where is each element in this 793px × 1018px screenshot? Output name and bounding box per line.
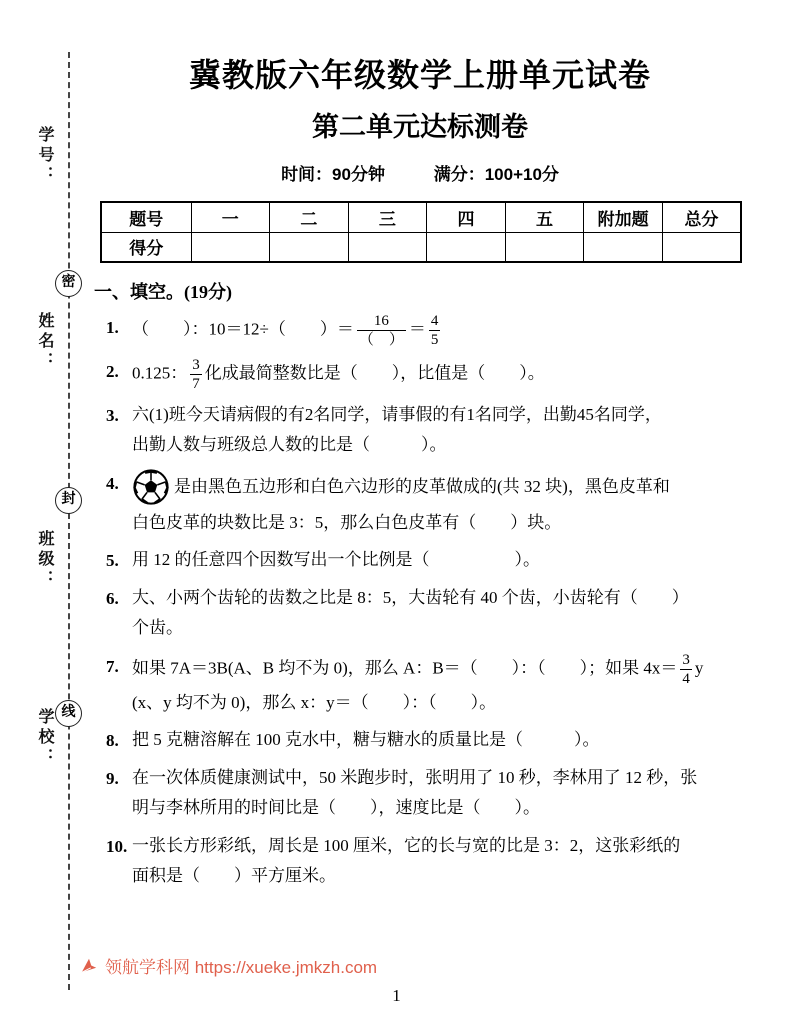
exam-meta — [88, 160, 752, 185]
page-number: 1 — [392, 986, 401, 1005]
student-name-label: 姓名： — [36, 312, 53, 372]
binding-dashed-line — [68, 52, 70, 990]
score-cell-blank — [191, 232, 270, 262]
score-table-header-cell: 二 — [270, 202, 349, 232]
score-row-label: 得分 — [101, 232, 191, 262]
score-table-header-cell: 题号 — [101, 202, 191, 232]
score-table-header-cell: 一 — [191, 202, 270, 232]
score-table-header-cell: 总分 — [662, 202, 741, 232]
question-text: 在一次体质健康测试中，50 米跑步时，张明用了 10 秒，李林用了 12 秒，张 明与李林所用的时间比是（ ），速度比是（ ）。 — [132, 768, 698, 818]
question-item — [106, 468, 740, 538]
score-cell-blank — [505, 232, 584, 262]
question-item — [106, 831, 740, 892]
score-cell-blank — [348, 232, 427, 262]
question-number: 5. — [106, 550, 119, 570]
question-item — [106, 400, 740, 461]
score-cell-blank — [270, 232, 349, 262]
fraction: $\frac{16}{( )}$ — [358, 313, 404, 348]
question-item — [106, 583, 740, 644]
score-cell-blank — [584, 232, 663, 262]
question-text: 如果 7A＝3B(A、B 均不为 0)，那么 A：B＝（ ）：（ ）；如果 4x＝ $\frac{3}{4}$ y (x、y 均不为 0)，那么 x：y＝（ ）：（ ）。 — [132, 651, 704, 712]
question-item — [106, 763, 740, 824]
score-table-header-cell: 附加题 — [584, 202, 663, 232]
section-heading: 一、填空。(19分) — [94, 282, 232, 302]
question-number: 1. — [106, 318, 119, 337]
question-text: 大、小两个齿轮的齿数之比是 8：5，大齿轮有 40 个齿，小齿轮有（ ） 个齿。 — [132, 588, 689, 638]
score-table-header-row — [101, 202, 741, 232]
question-item — [106, 356, 740, 393]
question-item — [106, 545, 740, 576]
page-title: 冀教版六年级数学上册单元试卷 — [188, 57, 651, 93]
question-item — [106, 651, 740, 718]
question-number: 9. — [106, 769, 119, 788]
question-text: 0.125： $\frac{3}{7}$ 化成最简整数比是（ ），比值是（ ）。 — [132, 357, 545, 392]
score-cell-blank — [662, 232, 741, 262]
score-cell-blank — [427, 232, 506, 262]
seal-char-mi: 密 — [55, 270, 82, 297]
paper-content — [88, 36, 752, 898]
student-number-label: 学号： — [36, 126, 53, 186]
question-number: 10. — [106, 836, 128, 856]
school-label: 学校： — [36, 708, 53, 768]
question-item — [106, 725, 740, 756]
question-number: 3. — [106, 406, 119, 425]
watermark-text: 领航学科网 https://xueke.jmkzh.com — [105, 958, 378, 977]
soccer-ball-icon — [132, 468, 170, 506]
question-item — [106, 312, 740, 349]
question-number: 8. — [106, 730, 119, 750]
full-score: 满分：100+10分 — [433, 165, 559, 184]
question-number: 7. — [106, 656, 119, 676]
time-limit: 时间：90分钟 — [281, 165, 385, 184]
seal-char-feng: 封 — [55, 487, 82, 514]
score-table-header-cell: 四 — [427, 202, 506, 232]
fraction: $\frac{4}{5}$ — [430, 313, 439, 348]
fraction: $\frac{3}{4}$ — [682, 651, 690, 687]
question-text: 六(1)班今天请病假的有2名同学，请事假的有1名同学，出勤45名同学， 出勤人数与班级总人数的比是（ ）。 — [132, 405, 662, 455]
question-text: （ ）：10＝12÷（ ）＝ $\frac{16}{( )}$ ＝ $\frac{4}{5}$ — [132, 313, 439, 348]
fraction: $\frac{3}{7}$ — [192, 357, 200, 392]
question-text: 用 12 的任意四个因数写出一个比例是（ ）。 — [132, 549, 540, 569]
score-table — [100, 201, 742, 263]
score-table-value-row — [101, 232, 741, 262]
score-table-header-cell: 五 — [505, 202, 584, 232]
watermark-logo-icon — [80, 957, 98, 975]
seal-char-xian: 线 — [55, 700, 82, 727]
question-list — [106, 312, 740, 891]
score-table-header-cell: 三 — [348, 202, 427, 232]
question-text: 是由黑色五边形和白色六边形的皮革做成的(共 32 块)，黑色皮革和 白色皮革的块数比是 3：5，那么白色皮革有（ ）块。 — [132, 468, 740, 538]
question-text: 把 5 克糖溶解在 100 克水中，糖与糖水的质量比是（ ）。 — [132, 729, 600, 749]
class-label: 班级： — [36, 530, 53, 590]
question-number: 6. — [106, 589, 119, 608]
watermark — [80, 953, 377, 978]
question-text: 一张长方形彩纸，周长是 100 厘米，它的长与宽的比是 3：2，这张彩纸的 面积是（ ）平方厘米。 — [132, 835, 681, 885]
question-number: 2. — [106, 362, 119, 381]
question-number: 4. — [106, 473, 119, 493]
page-subtitle: 第二单元达标测卷 — [312, 112, 528, 142]
